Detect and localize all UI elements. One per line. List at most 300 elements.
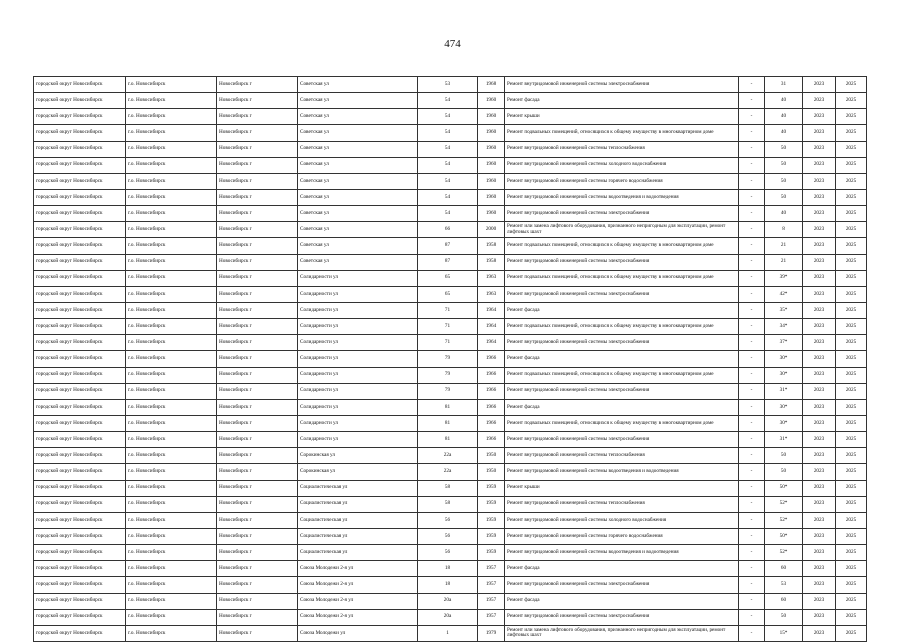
cell-dash: - xyxy=(739,77,765,93)
cell-city: Новосибирск г xyxy=(217,109,298,125)
cell-municipality: городской округ Новосибирск xyxy=(34,367,126,383)
cell-end-year: 2025 xyxy=(836,528,867,544)
cell-house-number: 71 xyxy=(418,319,478,335)
table-row xyxy=(34,222,867,238)
cell-work-type: Ремонт внутридомовой инженерной системы электроснабжения xyxy=(505,432,739,448)
table-row xyxy=(34,109,867,125)
cell-start-year: 2023 xyxy=(803,77,836,93)
cell-house-number: 54 xyxy=(418,141,478,157)
cell-city: Новосибирск г xyxy=(217,383,298,399)
cell-end-year: 2025 xyxy=(836,173,867,189)
cell-city: Новосибирск г xyxy=(217,302,298,318)
cell-house-number: 71 xyxy=(418,302,478,318)
cell-street: Солидарности ул xyxy=(298,415,418,431)
cell-term: 52* xyxy=(765,496,803,512)
cell-start-year: 2023 xyxy=(803,254,836,270)
cell-end-year: 2025 xyxy=(836,238,867,254)
cell-district: г.о. Новосибирск xyxy=(126,93,217,109)
cell-city: Новосибирск г xyxy=(217,335,298,351)
cell-work-type: Ремонт подвальных помещений, относящихся к общему имуществу в многоквартирном доме xyxy=(505,415,739,431)
cell-dash: - xyxy=(739,93,765,109)
cell-start-year: 2023 xyxy=(803,625,836,641)
cell-end-year: 2025 xyxy=(836,319,867,335)
cell-term: 21 xyxy=(765,254,803,270)
cell-start-year: 2023 xyxy=(803,383,836,399)
table-row xyxy=(34,528,867,544)
cell-build-year: 1966 xyxy=(478,399,505,415)
cell-district: г.о. Новосибирск xyxy=(126,577,217,593)
table-row xyxy=(34,496,867,512)
cell-start-year: 2023 xyxy=(803,432,836,448)
cell-street: Советская ул xyxy=(298,254,418,270)
cell-house-number: 22а xyxy=(418,448,478,464)
table-row xyxy=(34,399,867,415)
cell-house-number: 65 xyxy=(418,286,478,302)
cell-city: Новосибирск г xyxy=(217,609,298,625)
cell-dash: - xyxy=(739,480,765,496)
cell-start-year: 2023 xyxy=(803,593,836,609)
cell-house-number: 87 xyxy=(418,238,478,254)
cell-street: Солидарности ул xyxy=(298,351,418,367)
cell-build-year: 1963 xyxy=(478,270,505,286)
cell-street: Социалистическая ул xyxy=(298,480,418,496)
cell-term: 50 xyxy=(765,464,803,480)
cell-term: 30* xyxy=(765,367,803,383)
cell-dash: - xyxy=(739,157,765,173)
cell-build-year: 1968 xyxy=(478,77,505,93)
cell-city: Новосибирск г xyxy=(217,561,298,577)
cell-street: Советская ул xyxy=(298,238,418,254)
cell-work-type: Ремонт фасада xyxy=(505,399,739,415)
cell-end-year: 2025 xyxy=(836,109,867,125)
cell-work-type: Ремонт внутридомовой инженерной системы теплоснабжения xyxy=(505,496,739,512)
cell-street: Сорокинская ул xyxy=(298,464,418,480)
cell-municipality: городской округ Новосибирск xyxy=(34,141,126,157)
cell-house-number: 20а xyxy=(418,609,478,625)
cell-dash: - xyxy=(739,141,765,157)
cell-dash: - xyxy=(739,577,765,593)
cell-municipality: городской округ Новосибирск xyxy=(34,625,126,641)
cell-term: 39* xyxy=(765,270,803,286)
cell-build-year: 1966 xyxy=(478,415,505,431)
cell-end-year: 2025 xyxy=(836,609,867,625)
cell-house-number: 18 xyxy=(418,577,478,593)
cell-build-year: 1958 xyxy=(478,254,505,270)
cell-municipality: городской округ Новосибирск xyxy=(34,496,126,512)
cell-end-year: 2025 xyxy=(836,141,867,157)
cell-term: 50 xyxy=(765,141,803,157)
cell-start-year: 2023 xyxy=(803,286,836,302)
cell-city: Новосибирск г xyxy=(217,254,298,270)
cell-district: г.о. Новосибирск xyxy=(126,189,217,205)
cell-term: 30* xyxy=(765,351,803,367)
cell-term: 31* xyxy=(765,383,803,399)
cell-end-year: 2025 xyxy=(836,625,867,641)
cell-house-number: 54 xyxy=(418,189,478,205)
cell-end-year: 2025 xyxy=(836,480,867,496)
cell-street: Социалистическая ул xyxy=(298,512,418,528)
cell-district: г.о. Новосибирск xyxy=(126,141,217,157)
cell-street: Советская ул xyxy=(298,125,418,141)
table-row xyxy=(34,270,867,286)
cell-city: Новосибирск г xyxy=(217,351,298,367)
cell-build-year: 1959 xyxy=(478,528,505,544)
cell-street: Союза Молодежи 2-я ул xyxy=(298,609,418,625)
cell-dash: - xyxy=(739,319,765,335)
table-row xyxy=(34,254,867,270)
cell-street: Советская ул xyxy=(298,141,418,157)
cell-street: Советская ул xyxy=(298,109,418,125)
cell-work-type: Ремонт крыши xyxy=(505,109,739,125)
cell-street: Советская ул xyxy=(298,173,418,189)
cell-dash: - xyxy=(739,270,765,286)
cell-term: 31 xyxy=(765,77,803,93)
cell-street: Социалистическая ул xyxy=(298,528,418,544)
cell-city: Новосибирск г xyxy=(217,432,298,448)
cell-district: г.о. Новосибирск xyxy=(126,528,217,544)
cell-street: Советская ул xyxy=(298,189,418,205)
cell-municipality: городской округ Новосибирск xyxy=(34,125,126,141)
cell-build-year: 1979 xyxy=(478,625,505,641)
cell-end-year: 2025 xyxy=(836,464,867,480)
cell-term: 30* xyxy=(765,399,803,415)
cell-start-year: 2023 xyxy=(803,222,836,238)
cell-end-year: 2025 xyxy=(836,157,867,173)
cell-house-number: 81 xyxy=(418,415,478,431)
cell-city: Новосибирск г xyxy=(217,464,298,480)
cell-build-year: 1960 xyxy=(478,109,505,125)
cell-work-type: Ремонт внутридомовой инженерной системы теплоснабжения xyxy=(505,448,739,464)
cell-district: г.о. Новосибирск xyxy=(126,254,217,270)
cell-street: Солидарности ул xyxy=(298,383,418,399)
table-row xyxy=(34,157,867,173)
cell-end-year: 2025 xyxy=(836,77,867,93)
cell-dash: - xyxy=(739,125,765,141)
table-row xyxy=(34,173,867,189)
cell-city: Новосибирск г xyxy=(217,593,298,609)
cell-dash: - xyxy=(739,415,765,431)
cell-district: г.о. Новосибирск xyxy=(126,125,217,141)
cell-end-year: 2025 xyxy=(836,189,867,205)
cell-start-year: 2023 xyxy=(803,415,836,431)
cell-municipality: городской округ Новосибирск xyxy=(34,399,126,415)
cell-term: 30* xyxy=(765,415,803,431)
cell-term: 40 xyxy=(765,125,803,141)
cell-city: Новосибирск г xyxy=(217,286,298,302)
cell-build-year: 1960 xyxy=(478,125,505,141)
cell-term: 50 xyxy=(765,173,803,189)
cell-end-year: 2025 xyxy=(836,222,867,238)
cell-city: Новосибирск г xyxy=(217,415,298,431)
cell-district: г.о. Новосибирск xyxy=(126,625,217,641)
table-row xyxy=(34,335,867,351)
cell-district: г.о. Новосибирск xyxy=(126,222,217,238)
cell-city: Новосибирск г xyxy=(217,545,298,561)
cell-district: г.о. Новосибирск xyxy=(126,319,217,335)
cell-work-type: Ремонт внутридомовой инженерной системы электроснабжения xyxy=(505,254,739,270)
cell-house-number: 54 xyxy=(418,93,478,109)
cell-district: г.о. Новосибирск xyxy=(126,367,217,383)
cell-start-year: 2023 xyxy=(803,125,836,141)
cell-city: Новосибирск г xyxy=(217,367,298,383)
cell-build-year: 1957 xyxy=(478,593,505,609)
cell-city: Новосибирск г xyxy=(217,189,298,205)
cell-work-type: Ремонт внутридомовой инженерной системы холодного водоснабжения xyxy=(505,157,739,173)
cell-municipality: городской округ Новосибирск xyxy=(34,286,126,302)
cell-dash: - xyxy=(739,189,765,205)
cell-municipality: городской округ Новосибирск xyxy=(34,173,126,189)
cell-dash: - xyxy=(739,109,765,125)
table-row xyxy=(34,448,867,464)
cell-municipality: городской округ Новосибирск xyxy=(34,351,126,367)
cell-dash: - xyxy=(739,448,765,464)
cell-district: г.о. Новосибирск xyxy=(126,302,217,318)
cell-term: 31* xyxy=(765,432,803,448)
cell-end-year: 2025 xyxy=(836,561,867,577)
cell-house-number: 54 xyxy=(418,173,478,189)
cell-municipality: городской округ Новосибирск xyxy=(34,270,126,286)
cell-work-type: Ремонт внутридомовой инженерной системы теплоснабжения xyxy=(505,141,739,157)
cell-work-type: Ремонт или замена лифтового оборудования, признанного непригодным для эксплуатации, ремонт лифтовых шахт xyxy=(505,222,739,238)
cell-city: Новосибирск г xyxy=(217,125,298,141)
table-row xyxy=(34,189,867,205)
cell-district: г.о. Новосибирск xyxy=(126,593,217,609)
cell-start-year: 2023 xyxy=(803,367,836,383)
cell-municipality: городской округ Новосибирск xyxy=(34,528,126,544)
cell-street: Союза Молодежи 2-я ул xyxy=(298,561,418,577)
cell-start-year: 2023 xyxy=(803,512,836,528)
cell-municipality: городской округ Новосибирск xyxy=(34,254,126,270)
cell-city: Новосибирск г xyxy=(217,157,298,173)
cell-municipality: городской округ Новосибирск xyxy=(34,480,126,496)
cell-street: Солидарности ул xyxy=(298,367,418,383)
cell-dash: - xyxy=(739,545,765,561)
cell-work-type: Ремонт подвальных помещений, относящихся к общему имуществу в многоквартирном доме xyxy=(505,319,739,335)
cell-district: г.о. Новосибирск xyxy=(126,512,217,528)
cell-dash: - xyxy=(739,593,765,609)
cell-term: 50* xyxy=(765,528,803,544)
cell-house-number: 20а xyxy=(418,593,478,609)
cell-term: 60 xyxy=(765,561,803,577)
cell-work-type: Ремонт фасада xyxy=(505,302,739,318)
cell-term: 53 xyxy=(765,577,803,593)
cell-end-year: 2025 xyxy=(836,399,867,415)
cell-end-year: 2025 xyxy=(836,93,867,109)
cell-dash: - xyxy=(739,367,765,383)
cell-street: Союза Молодежи 2-я ул xyxy=(298,593,418,609)
cell-municipality: городской округ Новосибирск xyxy=(34,319,126,335)
cell-municipality: городской округ Новосибирск xyxy=(34,561,126,577)
cell-municipality: городской округ Новосибирск xyxy=(34,93,126,109)
cell-start-year: 2023 xyxy=(803,189,836,205)
cell-dash: - xyxy=(739,254,765,270)
cell-end-year: 2025 xyxy=(836,270,867,286)
cell-build-year: 1950 xyxy=(478,448,505,464)
cell-dash: - xyxy=(739,561,765,577)
cell-start-year: 2023 xyxy=(803,270,836,286)
cell-house-number: 65 xyxy=(418,270,478,286)
cell-build-year: 1959 xyxy=(478,545,505,561)
cell-district: г.о. Новосибирск xyxy=(126,173,217,189)
cell-district: г.о. Новосибирск xyxy=(126,335,217,351)
cell-term: 52* xyxy=(765,545,803,561)
cell-house-number: 56 xyxy=(418,512,478,528)
cell-street: Советская ул xyxy=(298,206,418,222)
cell-street: Союза Молодежи ул xyxy=(298,625,418,641)
cell-house-number: 79 xyxy=(418,367,478,383)
cell-municipality: городской округ Новосибирск xyxy=(34,432,126,448)
cell-start-year: 2023 xyxy=(803,93,836,109)
cell-street: Союза Молодежи 2-я ул xyxy=(298,577,418,593)
table-row xyxy=(34,625,867,641)
cell-work-type: Ремонт внутридомовой инженерной системы водоотведения и водоотведения xyxy=(505,464,739,480)
cell-build-year: 1964 xyxy=(478,302,505,318)
cell-term: 34* xyxy=(765,319,803,335)
cell-city: Новосибирск г xyxy=(217,206,298,222)
cell-municipality: городской округ Новосибирск xyxy=(34,609,126,625)
cell-build-year: 2000 xyxy=(478,222,505,238)
table-row xyxy=(34,512,867,528)
cell-house-number: 1 xyxy=(418,625,478,641)
cell-work-type: Ремонт фасада xyxy=(505,561,739,577)
cell-house-number: 53 xyxy=(418,77,478,93)
cell-house-number: 58 xyxy=(418,496,478,512)
repair-schedule-table xyxy=(33,76,867,642)
cell-start-year: 2023 xyxy=(803,545,836,561)
cell-work-type: Ремонт подвальных помещений, относящихся к общему имуществу в многоквартирном доме xyxy=(505,238,739,254)
cell-city: Новосибирск г xyxy=(217,93,298,109)
cell-city: Новосибирск г xyxy=(217,173,298,189)
cell-work-type: Ремонт внутридомовой инженерной системы электроснабжения xyxy=(505,383,739,399)
cell-street: Советская ул xyxy=(298,93,418,109)
cell-municipality: городской округ Новосибирск xyxy=(34,577,126,593)
cell-work-type: Ремонт внутридомовой инженерной системы электроснабжения xyxy=(505,577,739,593)
cell-work-type: Ремонт подвальных помещений, относящихся к общему имуществу в многоквартирном доме xyxy=(505,270,739,286)
table-row xyxy=(34,286,867,302)
cell-end-year: 2025 xyxy=(836,577,867,593)
cell-district: г.о. Новосибирск xyxy=(126,496,217,512)
cell-term: 50* xyxy=(765,480,803,496)
cell-dash: - xyxy=(739,512,765,528)
cell-street: Солидарности ул xyxy=(298,286,418,302)
cell-term: 21 xyxy=(765,238,803,254)
cell-dash: - xyxy=(739,173,765,189)
cell-start-year: 2023 xyxy=(803,206,836,222)
cell-municipality: городской округ Новосибирск xyxy=(34,335,126,351)
table-row xyxy=(34,367,867,383)
table-row xyxy=(34,545,867,561)
cell-end-year: 2025 xyxy=(836,206,867,222)
cell-build-year: 1960 xyxy=(478,157,505,173)
cell-district: г.о. Новосибирск xyxy=(126,109,217,125)
cell-end-year: 2025 xyxy=(836,448,867,464)
cell-build-year: 1960 xyxy=(478,173,505,189)
cell-start-year: 2023 xyxy=(803,577,836,593)
cell-work-type: Ремонт внутридомовой инженерной системы горячего водоснабжения xyxy=(505,528,739,544)
cell-start-year: 2023 xyxy=(803,351,836,367)
cell-term: 60 xyxy=(765,593,803,609)
cell-dash: - xyxy=(739,399,765,415)
cell-end-year: 2025 xyxy=(836,496,867,512)
table-row xyxy=(34,561,867,577)
cell-street: Сорокинская ул xyxy=(298,448,418,464)
table-row xyxy=(34,93,867,109)
cell-city: Новосибирск г xyxy=(217,141,298,157)
cell-district: г.о. Новосибирск xyxy=(126,206,217,222)
cell-district: г.о. Новосибирск xyxy=(126,545,217,561)
cell-street: Социалистическая ул xyxy=(298,496,418,512)
cell-build-year: 1959 xyxy=(478,496,505,512)
table-row xyxy=(34,77,867,93)
cell-term: 35* xyxy=(765,302,803,318)
cell-end-year: 2025 xyxy=(836,367,867,383)
cell-street: Солидарности ул xyxy=(298,399,418,415)
table-body xyxy=(34,77,867,642)
cell-end-year: 2025 xyxy=(836,335,867,351)
cell-term: 50 xyxy=(765,157,803,173)
cell-end-year: 2025 xyxy=(836,545,867,561)
cell-municipality: городской округ Новосибирск xyxy=(34,77,126,93)
cell-district: г.о. Новосибирск xyxy=(126,286,217,302)
cell-start-year: 2023 xyxy=(803,319,836,335)
cell-build-year: 1964 xyxy=(478,335,505,351)
table-row xyxy=(34,432,867,448)
cell-build-year: 1957 xyxy=(478,577,505,593)
cell-end-year: 2025 xyxy=(836,383,867,399)
cell-city: Новосибирск г xyxy=(217,577,298,593)
cell-city: Новосибирск г xyxy=(217,496,298,512)
cell-end-year: 2025 xyxy=(836,415,867,431)
cell-municipality: городской округ Новосибирск xyxy=(34,206,126,222)
cell-dash: - xyxy=(739,432,765,448)
cell-work-type: Ремонт или замена лифтового оборудования, признанного непригодным для эксплуатации, ремонт лифтовых шахт xyxy=(505,625,739,641)
cell-dash: - xyxy=(739,383,765,399)
cell-start-year: 2023 xyxy=(803,109,836,125)
cell-house-number: 54 xyxy=(418,206,478,222)
cell-municipality: городской округ Новосибирск xyxy=(34,302,126,318)
cell-house-number: 54 xyxy=(418,109,478,125)
cell-district: г.о. Новосибирск xyxy=(126,448,217,464)
cell-street: Солидарности ул xyxy=(298,270,418,286)
cell-dash: - xyxy=(739,464,765,480)
cell-build-year: 1957 xyxy=(478,561,505,577)
cell-district: г.о. Новосибирск xyxy=(126,351,217,367)
cell-street: Советская ул xyxy=(298,222,418,238)
cell-street: Солидарности ул xyxy=(298,319,418,335)
cell-district: г.о. Новосибирск xyxy=(126,77,217,93)
cell-build-year: 1959 xyxy=(478,512,505,528)
cell-district: г.о. Новосибирск xyxy=(126,270,217,286)
table-row xyxy=(34,593,867,609)
cell-street: Советская ул xyxy=(298,77,418,93)
cell-work-type: Ремонт внутридомовой инженерной системы электроснабжения xyxy=(505,335,739,351)
cell-work-type: Ремонт крыши xyxy=(505,480,739,496)
cell-work-type: Ремонт внутридомовой инженерной системы электроснабжения xyxy=(505,286,739,302)
cell-dash: - xyxy=(739,286,765,302)
cell-build-year: 1966 xyxy=(478,351,505,367)
cell-work-type: Ремонт внутридомовой инженерной системы горячего водоснабжения xyxy=(505,173,739,189)
cell-street: Солидарности ул xyxy=(298,432,418,448)
cell-dash: - xyxy=(739,302,765,318)
cell-dash: - xyxy=(739,206,765,222)
cell-start-year: 2023 xyxy=(803,141,836,157)
cell-municipality: городской округ Новосибирск xyxy=(34,593,126,609)
cell-start-year: 2023 xyxy=(803,302,836,318)
cell-term: 37* xyxy=(765,335,803,351)
cell-build-year: 1964 xyxy=(478,319,505,335)
table-row xyxy=(34,125,867,141)
cell-start-year: 2023 xyxy=(803,448,836,464)
